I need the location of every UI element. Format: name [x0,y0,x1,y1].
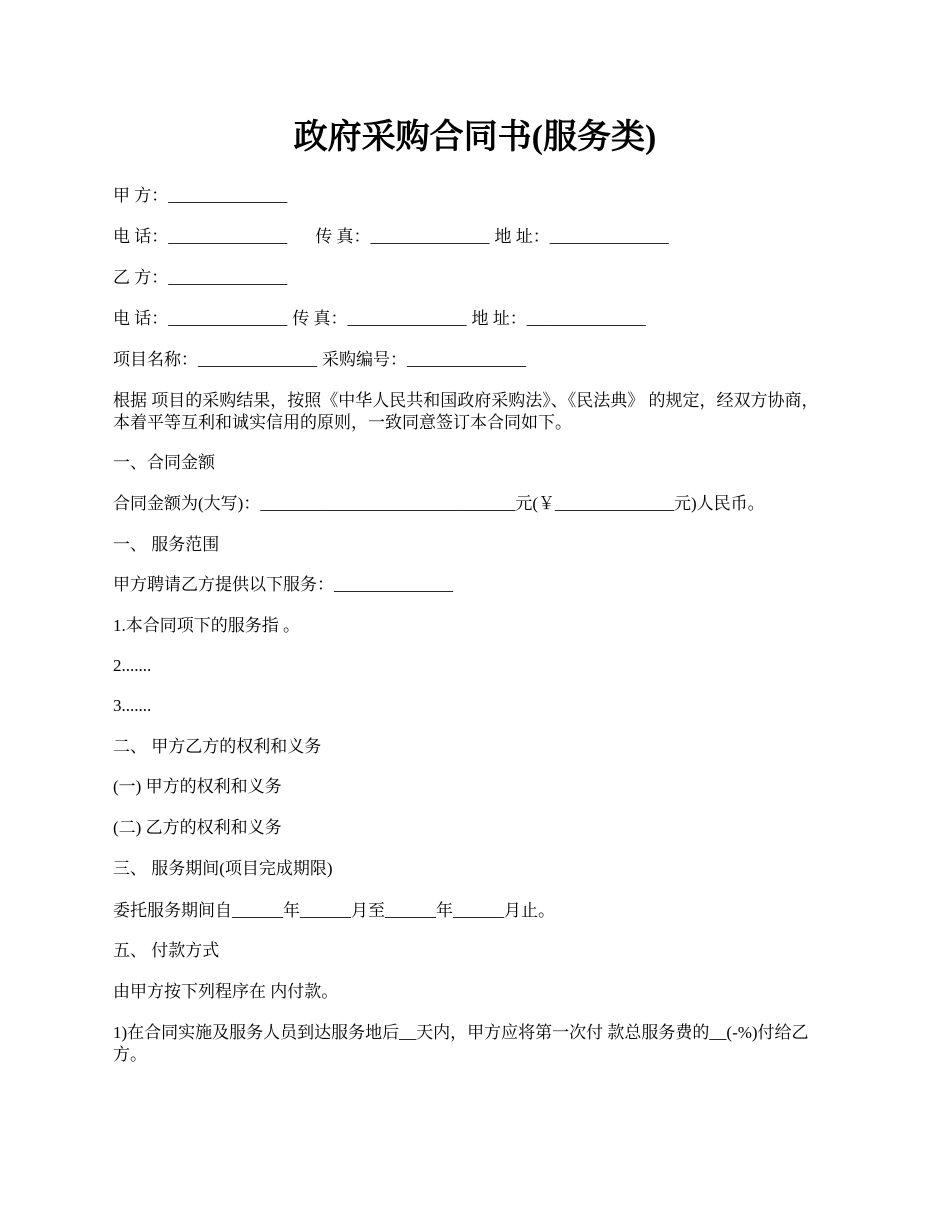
page-title: 政府采购合同书(服务类) [293,119,657,156]
procurement-number: 采购编号：______________ [322,350,526,369]
scope-item-2: 2....... [113,656,152,675]
party-a-phone: 电 话：______________ [113,227,288,246]
amount-line: 合同金额为(大写)：______________________________元(￥______________元)人民币。 [113,494,765,513]
rights-party-a: (一) 甲方的权利和义务 [113,777,282,796]
party-a-line: 甲 方：______________ [113,186,288,205]
project-name: 项目名称：______________ [113,350,317,369]
party-b-line: 乙 方：______________ [113,268,288,287]
payment-intro: 由甲方按下列程序在 内付款。 [113,982,339,1001]
preamble-paragraph: 根据 项目的采购结果，按照《中华人民共和国政府采购法》、《民法典》 的规定，经双方协商，本着平等互利和诚实信用的原则，一致同意签订本合同如下。 [113,391,819,432]
payment-item-1: 1)在合同实施及服务人员到达服务地后__天内，甲方应将第一次付 款总服务费的__(-%)付给乙方。 [113,1023,809,1064]
section-scope-heading: 一、 服务范围 [113,535,220,554]
period-line: 委托服务期间自______年______月至______年______月止。 [113,901,555,920]
party-b-fax: 传 真：______________ [292,309,467,328]
party-a-address: 地 址：______________ [494,227,669,246]
scope-item-3: 3....... [113,696,152,715]
section-payment-heading: 五、 付款方式 [113,941,220,960]
party-b-address: 地 址：______________ [471,309,646,328]
scope-item-1: 1.本合同项下的服务指 。 [113,616,300,635]
section-period-heading: 三、 服务期间(项目完成期限) [113,859,333,878]
party-a-fax: 传 真：______________ [315,227,490,246]
party-b-contact-line [113,308,853,330]
project-line [113,349,853,371]
party-b-phone: 电 话：______________ [113,309,288,328]
rights-party-b: (二) 乙方的权利和义务 [113,818,282,837]
section-rights-heading: 二、 甲方乙方的权利和义务 [113,737,322,756]
section-amount-heading: 一、合同金额 [113,453,215,472]
party-a-contact-line [113,226,853,248]
scope-line: 甲方聘请乙方提供以下服务：______________ [113,575,453,594]
